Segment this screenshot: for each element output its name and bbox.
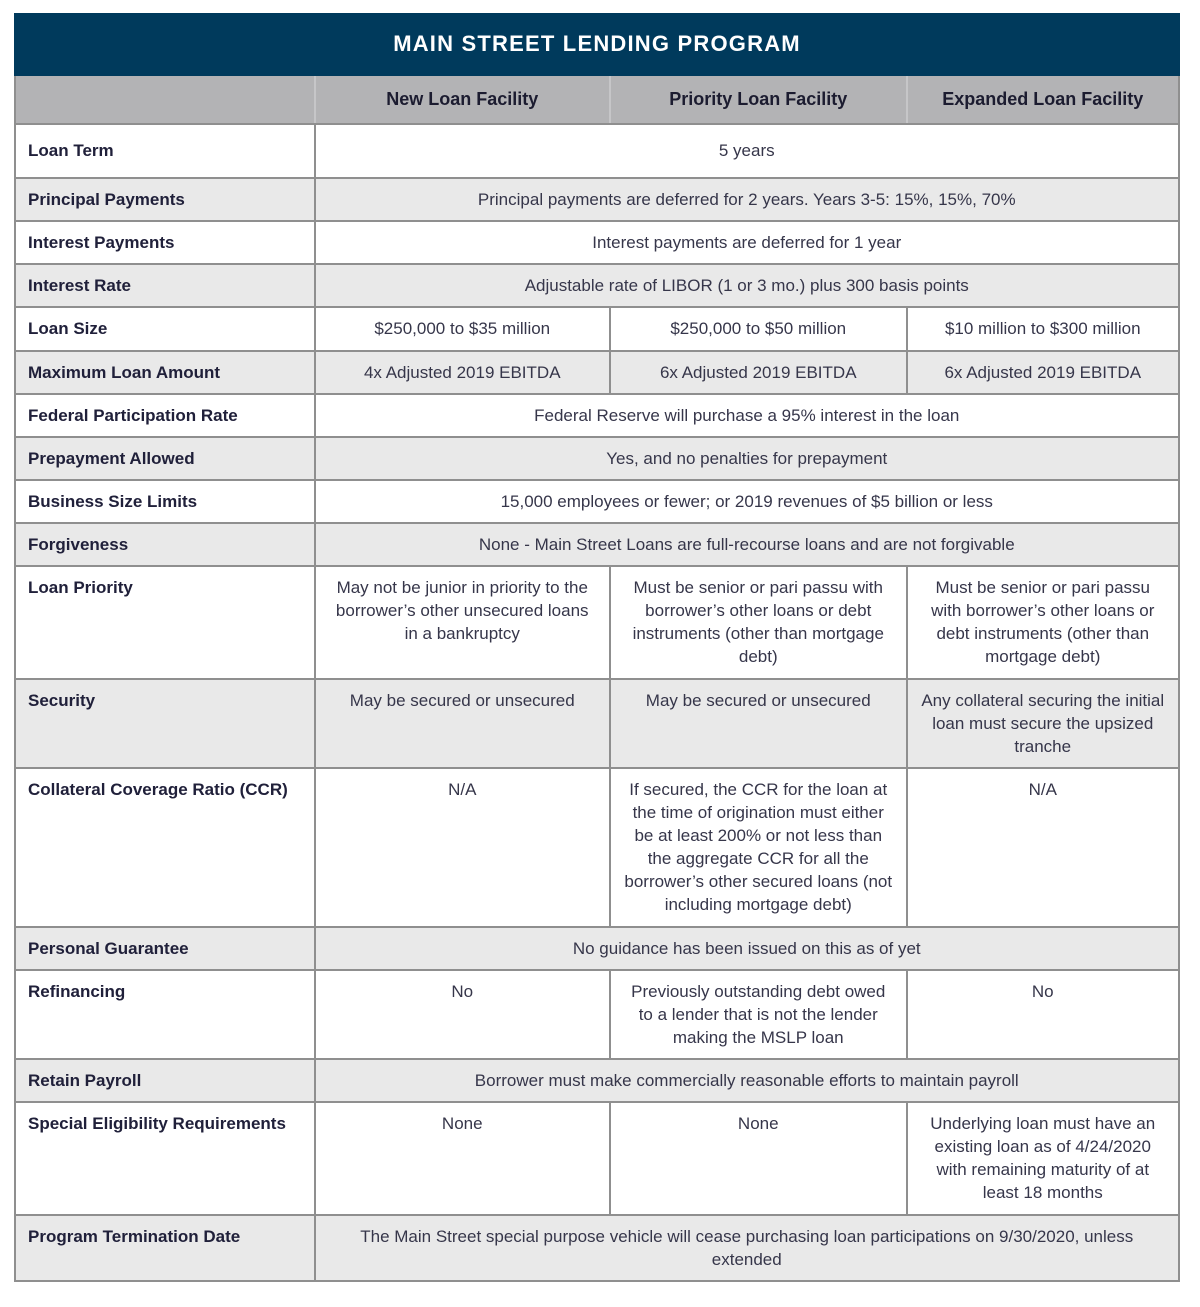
table-row <box>15 679 1179 768</box>
row-label: Special Eligibility Requirements <box>15 1102 315 1214</box>
row-label: Retain Payroll <box>15 1059 315 1102</box>
column-header-expanded-loan-facility: Expanded Loan Facility <box>907 75 1180 124</box>
row-value-all-facilities: None - Main Street Loans are full-recourse loans and are not forgivable <box>315 523 1180 566</box>
row-value-expanded-facility: Underlying loan must have an existing loan as of 4/24/2020 with remaining maturity of at least 18 months <box>907 1102 1180 1214</box>
lending-table-body <box>15 124 1179 1281</box>
table-row <box>15 970 1179 1059</box>
column-header-empty <box>15 75 315 124</box>
row-value-all-facilities: Yes, and no penalties for prepayment <box>315 437 1180 480</box>
row-label: Business Size Limits <box>15 480 315 523</box>
row-label: Maximum Loan Amount <box>15 351 315 394</box>
row-value-priority-facility: Previously outstanding debt owed to a lender that is not the lender making the MSLP loan <box>610 970 907 1059</box>
table-row <box>15 768 1179 927</box>
row-value-new-facility: $250,000 to $35 million <box>315 307 611 350</box>
table-row <box>15 264 1179 307</box>
row-label: Loan Size <box>15 307 315 350</box>
row-label: Collateral Coverage Ratio (CCR) <box>15 768 315 927</box>
row-label: Interest Payments <box>15 221 315 264</box>
row-value-all-facilities: Principal payments are deferred for 2 years. Years 3-5: 15%, 15%, 70% <box>315 178 1180 221</box>
row-value-all-facilities: 5 years <box>315 124 1180 178</box>
table-title: MAIN STREET LENDING PROGRAM <box>15 14 1179 75</box>
row-value-expanded-facility: No <box>907 970 1180 1059</box>
row-value-new-facility: 4x Adjusted 2019 EBITDA <box>315 351 611 394</box>
row-label: Interest Rate <box>15 264 315 307</box>
table-row <box>15 1059 1179 1102</box>
row-label: Personal Guarantee <box>15 927 315 970</box>
row-value-all-facilities: Interest payments are deferred for 1 year <box>315 221 1180 264</box>
row-value-new-facility: No <box>315 970 611 1059</box>
table-row <box>15 1215 1179 1281</box>
table-row <box>15 178 1179 221</box>
table-row <box>15 437 1179 480</box>
row-label: Refinancing <box>15 970 315 1059</box>
main-street-lending-table <box>14 13 1180 1282</box>
row-value-expanded-facility: N/A <box>907 768 1180 927</box>
title-row <box>15 14 1179 75</box>
table-row <box>15 307 1179 350</box>
column-header-priority-loan-facility: Priority Loan Facility <box>610 75 907 124</box>
row-value-priority-facility: 6x Adjusted 2019 EBITDA <box>610 351 907 394</box>
row-value-all-facilities: Borrower must make commercially reasonable efforts to maintain payroll <box>315 1059 1180 1102</box>
table-row <box>15 1102 1179 1214</box>
row-label: Prepayment Allowed <box>15 437 315 480</box>
row-value-expanded-facility: Any collateral securing the initial loan must secure the upsized tranche <box>907 679 1180 768</box>
row-value-expanded-facility: $10 million to $300 million <box>907 307 1180 350</box>
row-value-new-facility: N/A <box>315 768 611 927</box>
table-row <box>15 394 1179 437</box>
row-label: Federal Participation Rate <box>15 394 315 437</box>
row-value-expanded-facility: Must be senior or pari passu with borrower’s other loans or debt instruments (other than mortgage debt) <box>907 566 1180 678</box>
row-value-priority-facility: If secured, the CCR for the loan at the time of origination must either be at least 200% or not less than the aggregate CCR for all the borrower’s other secured loans (not including mortgage debt) <box>610 768 907 927</box>
row-value-priority-facility: Must be senior or pari passu with borrower’s other loans or debt instruments (other than mortgage debt) <box>610 566 907 678</box>
row-value-priority-facility: May be secured or unsecured <box>610 679 907 768</box>
table-row <box>15 566 1179 678</box>
row-value-all-facilities: 15,000 employees or fewer; or 2019 revenues of $5 billion or less <box>315 480 1180 523</box>
table-row <box>15 351 1179 394</box>
row-value-expanded-facility: 6x Adjusted 2019 EBITDA <box>907 351 1180 394</box>
table-row <box>15 480 1179 523</box>
table-row <box>15 523 1179 566</box>
row-value-all-facilities: No guidance has been issued on this as of yet <box>315 927 1180 970</box>
column-header-new-loan-facility: New Loan Facility <box>315 75 611 124</box>
row-value-new-facility: May not be junior in priority to the borrower’s other unsecured loans in a bankruptcy <box>315 566 611 678</box>
column-header-row <box>15 75 1179 124</box>
row-label: Loan Term <box>15 124 315 178</box>
row-value-all-facilities: The Main Street special purpose vehicle will cease purchasing loan participations on 9/30/2020, unless extended <box>315 1215 1180 1281</box>
row-label: Program Termination Date <box>15 1215 315 1281</box>
row-value-all-facilities: Adjustable rate of LIBOR (1 or 3 mo.) plus 300 basis points <box>315 264 1180 307</box>
table-row <box>15 124 1179 178</box>
row-value-all-facilities: Federal Reserve will purchase a 95% interest in the loan <box>315 394 1180 437</box>
row-label: Principal Payments <box>15 178 315 221</box>
row-label: Security <box>15 679 315 768</box>
row-value-priority-facility: None <box>610 1102 907 1214</box>
row-label: Loan Priority <box>15 566 315 678</box>
table-row <box>15 927 1179 970</box>
row-label: Forgiveness <box>15 523 315 566</box>
row-value-priority-facility: $250,000 to $50 million <box>610 307 907 350</box>
row-value-new-facility: None <box>315 1102 611 1214</box>
row-value-new-facility: May be secured or unsecured <box>315 679 611 768</box>
table-row <box>15 221 1179 264</box>
